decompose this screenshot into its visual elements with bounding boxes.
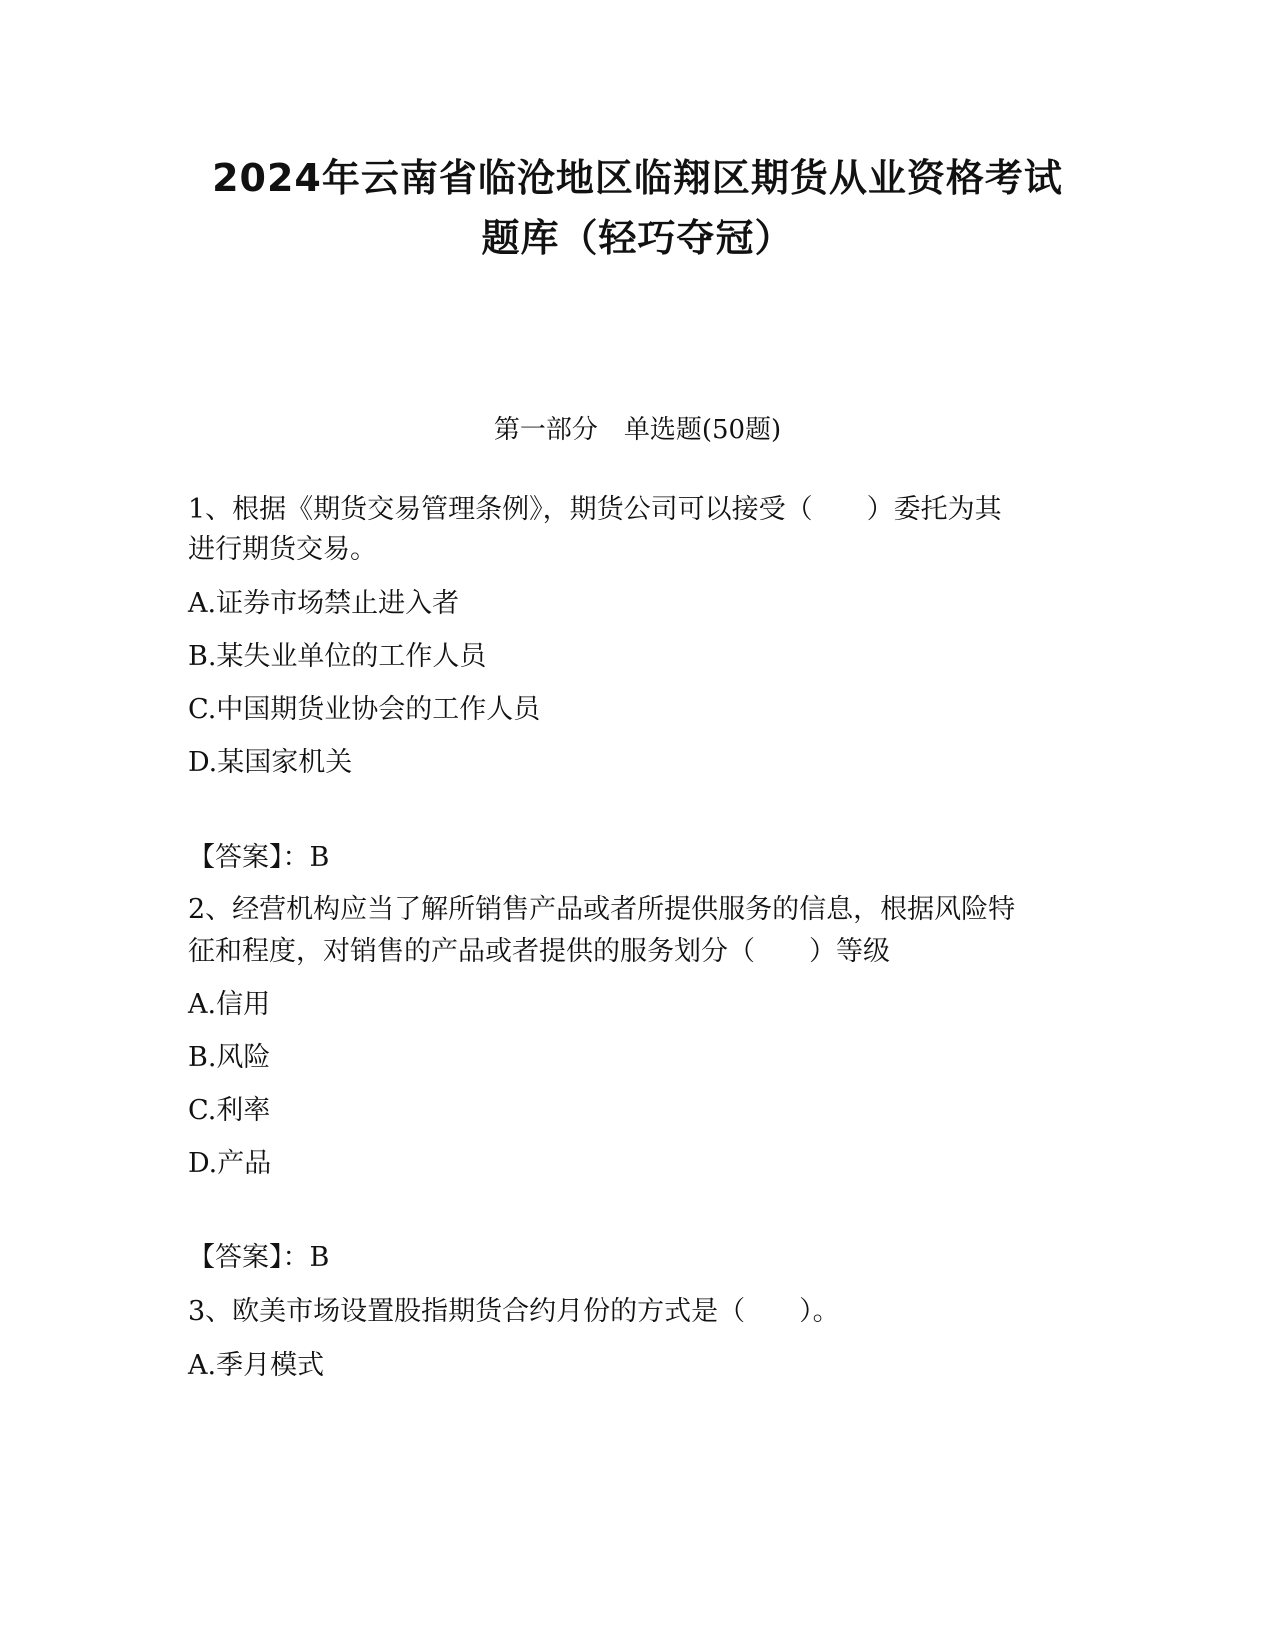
question-2-option-b: B.风险 [188,1042,271,1073]
question-1-option-b: B.某失业单位的工作人员 [188,641,487,672]
question-1-stem-line-1: 1、根据《期货交易管理条例》，期货公司可以接受（ ）委托为其 [188,494,1002,525]
question-1-stem-line-2: 进行期货交易。 [188,534,377,565]
question-1-answer: 【答案】：B [188,842,330,873]
question-3-option-a: A.季月模式 [188,1350,325,1381]
question-1-option-a: A.证券市场禁止进入者 [188,588,460,619]
document-title-line-2: 题库（轻巧夺冠） [481,216,794,260]
question-1-option-d: D.某国家机关 [188,747,353,778]
section-heading: 第一部分 单选题(50题) [493,415,782,445]
question-2-answer: 【答案】：B [188,1242,330,1273]
question-1-option-c: C.中国期货业协会的工作人员 [188,694,541,725]
question-2-stem-line-1: 2、经营机构应当了解所销售产品或者所提供服务的信息，根据风险特 [188,894,1016,925]
question-2-option-c: C.利率 [188,1095,271,1126]
question-2-stem-line-2: 征和程度，对销售的产品或者提供的服务划分（ ）等级 [188,936,890,967]
question-2-option-a: A.信用 [188,989,271,1020]
document-title-line-1: 2024年云南省临沧地区临翔区期货从业资格考试 [212,156,1063,200]
question-2-option-d: D.产品 [188,1148,272,1179]
question-3-stem-line-1: 3、欧美市场设置股指期货合约月份的方式是（ ）。 [188,1296,840,1327]
